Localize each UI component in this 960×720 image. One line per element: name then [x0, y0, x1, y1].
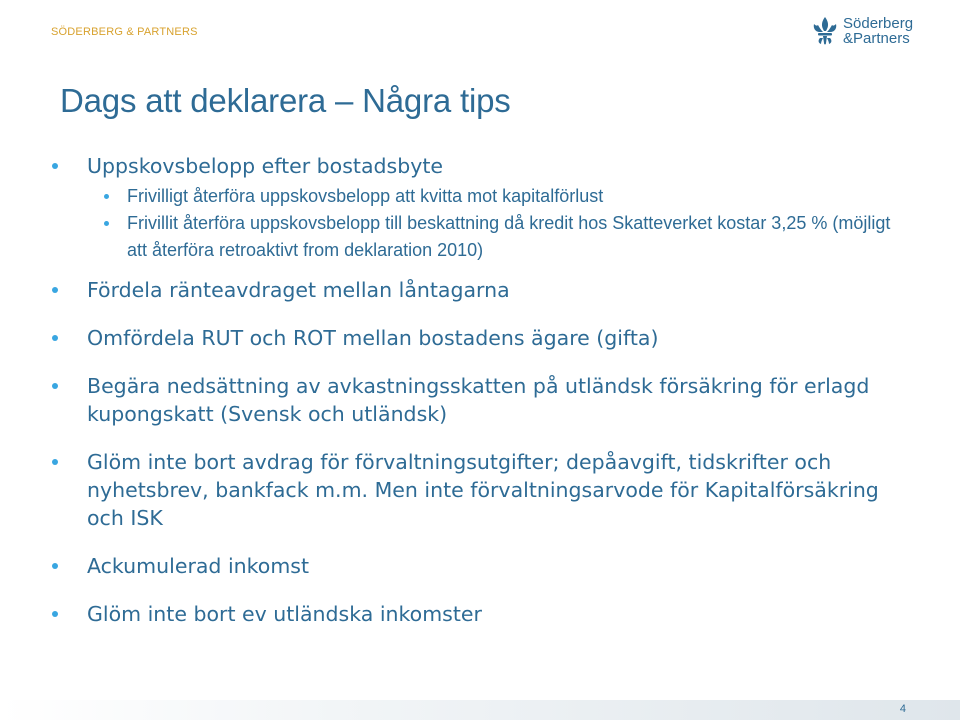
bullet-item: [50, 152, 910, 264]
bullet-item: [50, 600, 910, 628]
bullet-text: Glöm inte bort ev utländska inkomster: [87, 602, 482, 626]
sub-bullet-item: [87, 183, 910, 210]
bullet-text: Begära nedsättning av avkastningsskatten på utländsk försäkring för erlagd kupongskatt (Svensk och utländsk): [87, 374, 870, 426]
bullet-text: Glöm inte bort avdrag för förvaltningsutgifter; depåavgift, tidskrifter och nyhetsbrev, bankfack m.m. Men inte förvaltningsarvode för Kapitalförsäkring och ISK: [87, 450, 879, 530]
sub-bullet-list: [87, 183, 910, 264]
bullet-text: Ackumulerad inkomst: [87, 554, 310, 578]
header-brand-text: SÖDERBERG & PARTNERS: [51, 26, 198, 38]
bullet-item: [50, 552, 910, 580]
bullet-dot: [52, 383, 58, 389]
bullet-text: Fördela ränteavdraget mellan låntagarna: [87, 278, 510, 302]
bullet-item: [50, 324, 910, 352]
bullet-dot: [104, 194, 109, 199]
bullet-item: [50, 372, 910, 428]
bullet-text: Uppskovsbelopp efter bostadsbyte: [87, 154, 443, 178]
footer-bar: [0, 700, 960, 720]
page-number: 4: [899, 703, 906, 715]
bullet-dot: [52, 459, 58, 465]
slide-title: Dags att deklarera – Några tips: [60, 82, 511, 119]
company-logo: [812, 16, 922, 50]
logo-line-2: &Partners: [843, 30, 910, 47]
logo-line-1: Söderberg: [843, 15, 914, 32]
bullet-dot: [52, 335, 58, 341]
bullet-text: Omfördela RUT och ROT mellan bostadens ägare (gifta): [87, 326, 659, 350]
logo-wordmark: [843, 16, 913, 46]
bullet-item: [50, 276, 910, 304]
bullet-list: [50, 152, 910, 648]
sub-bullet-text: Frivilligt återföra uppskovsbelopp att kvitta mot kapitalförlust: [127, 186, 604, 206]
bullet-dot: [104, 221, 109, 226]
bullet-dot: [52, 611, 58, 617]
bullet-dot: [52, 287, 58, 293]
bullet-item: [50, 448, 910, 532]
sub-bullet-text: Frivillit återföra uppskovsbelopp till beskattning då kredit hos Skatteverket kostar 3,25 % (möjligt att återföra retroaktivt from deklaration 2010): [127, 213, 891, 260]
fleur-de-lis-icon: [812, 16, 838, 48]
bullet-dot: [52, 163, 58, 169]
sub-bullet-item: [87, 210, 910, 264]
bullet-dot: [52, 563, 58, 569]
